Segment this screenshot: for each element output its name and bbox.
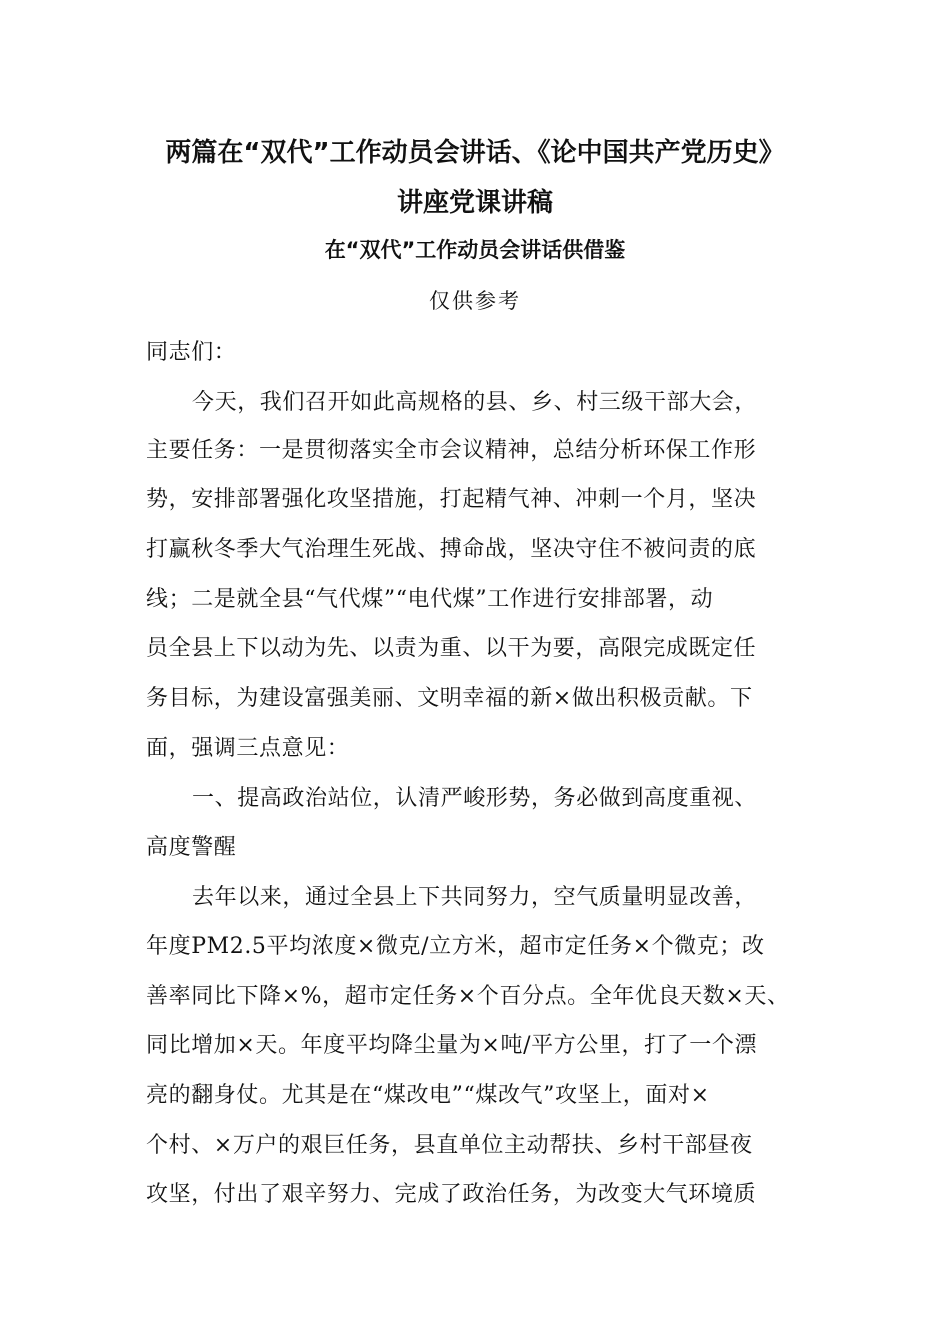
body-line: 善率同比下降×%，超市定任务×个百分点。全年优良天数×天、 (146, 984, 790, 1009)
body-line: 员全县上下以动为先、以责为重、以干为要，高限完成既定任 (146, 636, 757, 661)
body-line: 势，安排部署强化攻坚措施，打起精气神、冲刺一个月，坚决 (146, 487, 757, 512)
body-line: 去年以来，通过全县上下共同努力，空气质量明显改善， (192, 885, 758, 910)
salutation: 同志们： (146, 340, 237, 365)
reference-note: 仅供参考 (429, 289, 521, 313)
body-line: 同比增加×天。年度平均降尘量为×吨/平方公里，打了一个漂 (146, 1033, 758, 1058)
document-title-line-1: 两篇在“双代”工作动员会讲话、《论中国共产党历史》 (165, 138, 785, 168)
body-line: 务目标，为建设富强美丽、文明幸福的新×做出积极贡献。下 (146, 686, 753, 711)
body-line: 主要任务：一是贯彻落实全市会议精神，总结分析环保工作形 (146, 438, 757, 463)
document-subtitle: 在“双代”工作动员会讲话供借鉴 (324, 238, 626, 262)
body-line: 线；二是就全县“气代煤”“电代煤”工作进行安排部署，动 (146, 587, 714, 612)
body-line: 攻坚，付出了艰辛努力、完成了政治任务，为改变大气环境质 (146, 1182, 757, 1207)
body-line: 打赢秋冬季大气治理生死战、搏命战，坚决守住不被问责的底 (146, 537, 757, 562)
body-line: 亮的翻身仗。尤其是在“煤改电”“煤改气”攻坚上，面对× (146, 1083, 710, 1108)
body-line: 今天，我们召开如此高规格的县、乡、村三级干部大会， (192, 390, 758, 415)
body-line: 面，强调三点意见： (146, 736, 350, 761)
document-title-line-2: 讲座党课讲稿 (396, 188, 553, 218)
section-heading: 一、提高政治站位，认清严峻形势，务必做到高度重视、 (192, 786, 758, 811)
body-line: 个村、×万户的艰巨任务，县直单位主动帮扶、乡村干部昼夜 (146, 1133, 753, 1158)
section-heading-cont: 高度警醒 (146, 835, 237, 860)
body-line: 年度PM2.5平均浓度×微克/立方米，超市定任务×个微克；改 (146, 934, 765, 959)
